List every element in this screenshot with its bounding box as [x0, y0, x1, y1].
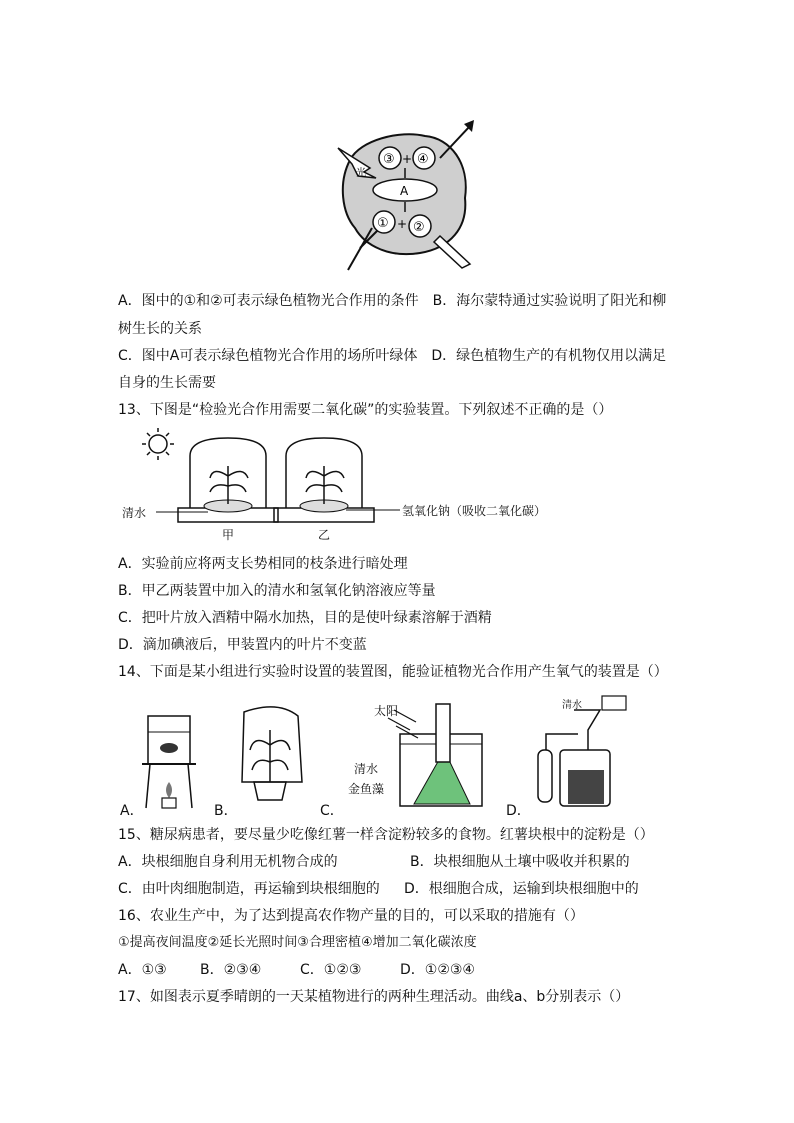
- q14-fig-c-water: 清水: [354, 762, 379, 776]
- q13-apparatus-svg: [118, 426, 588, 544]
- q16-option-b: B．②③④: [200, 962, 262, 978]
- q13-option-b: B．甲乙两装置中加入的清水和氢氧化钠溶液应等量: [118, 583, 436, 599]
- q14-fig-d-water: 清水: [562, 700, 582, 711]
- q14-fig-c-sun: 太阳: [374, 704, 399, 718]
- q13-option-c: C．把叶片放入酒精中隔水加热，目的是使叶绿素溶解于酒精: [118, 610, 492, 626]
- q16-measures: ①提高夜间温度②延长光照时间③合理密植④增加二氧化碳浓度: [118, 935, 477, 950]
- q14-stem: 14、下面是某小组进行实验时设置的装置图，能验证植物光合作用产生氧气的装置是（）: [118, 664, 668, 680]
- q15-option-d: D．根细胞合成，运输到块根细胞中的: [404, 881, 639, 897]
- q17-stem: 17、如图表示夏季晴朗的一天某植物进行的两种生理活动。曲线a、b分别表示（）: [118, 989, 630, 1005]
- q13-label-yi: 乙: [318, 528, 331, 542]
- q13-label-water: 清水: [122, 506, 147, 520]
- q12-option-c-d: C．图中A可表示绿色植物光合作用的场所叶绿体 D．绿色植物生产的有机物仅用以满足: [118, 348, 667, 364]
- q14-label-d: D．: [506, 803, 531, 819]
- q13-option-a: A．实验前应将两支长势相同的枝条进行暗处理: [118, 556, 408, 572]
- leaf-diagram: [330, 118, 480, 276]
- q13-label-naoh: 氢氧化钠（吸收二氧化碳）: [402, 504, 547, 518]
- q15-option-a: A．块根细胞自身利用无机物合成的: [118, 854, 338, 870]
- q15-stem: 15、糖尿病患者，要尽量少吃像红薯一样含淀粉较多的食物。红薯块根中的淀粉是（）: [118, 827, 654, 843]
- q15-option-c: C．由叶肉细胞制造，再运输到块根细胞的: [118, 881, 380, 897]
- leaf-n1: ①: [377, 216, 389, 231]
- q15-option-b: B．块根细胞从土壤中吸收并积累的: [410, 854, 630, 870]
- leaf-n2: ②: [413, 220, 425, 235]
- q13-option-d: D．滴加碘液后，甲装置内的叶片不变蓝: [118, 637, 367, 653]
- leaf-center-label: A: [400, 184, 409, 198]
- q13-label-jia: 甲: [222, 528, 235, 542]
- leaf-plus-bottom: +: [397, 217, 408, 231]
- leaf-n4: ④: [417, 152, 429, 167]
- figure-a-beaker-icon: [142, 716, 196, 808]
- q14-label-c: C．: [320, 803, 344, 819]
- q12-option-a-b: A．图中的①和②可表示绿色植物光合作用的条件 B．海尔蒙特通过实验说明了阳光和柳: [118, 293, 667, 309]
- q13-stem: 13、下图是“检验光合作用需要二氧化碳”的实验装置。下列叙述不正确的是（）: [118, 402, 613, 418]
- q16-option-c: C．①②③: [300, 962, 362, 978]
- q16-option-a: A．①③: [118, 962, 167, 978]
- q12-option-b-continued: 树生长的关系: [118, 321, 202, 337]
- q12-option-d-continued: 自身的生长需要: [118, 375, 216, 391]
- figure-c-algae-icon: [388, 704, 482, 806]
- leaf-light-label: 光: [356, 168, 366, 179]
- q13-apparatus-figure: [118, 426, 588, 544]
- q14-figures: [118, 690, 638, 820]
- q16-stem: 16、农业生产中，为了达到提高农作物产量的目的，可以采取的措施有（）: [118, 908, 584, 924]
- leaf-plus-top: +: [402, 152, 413, 166]
- leaf-diagram-svg: [330, 118, 480, 276]
- q14-label-a: A．: [120, 803, 144, 819]
- sun-icon: [142, 428, 174, 460]
- q14-label-b: B．: [214, 803, 238, 819]
- q14-fig-c-algae: 金鱼藻: [348, 782, 385, 796]
- figure-d-bottle-icon: [538, 696, 626, 806]
- leaf-n3: ③: [383, 152, 395, 167]
- q16-option-d: D．①②③④: [400, 962, 475, 978]
- figure-b-plant-bag-icon: [242, 707, 302, 800]
